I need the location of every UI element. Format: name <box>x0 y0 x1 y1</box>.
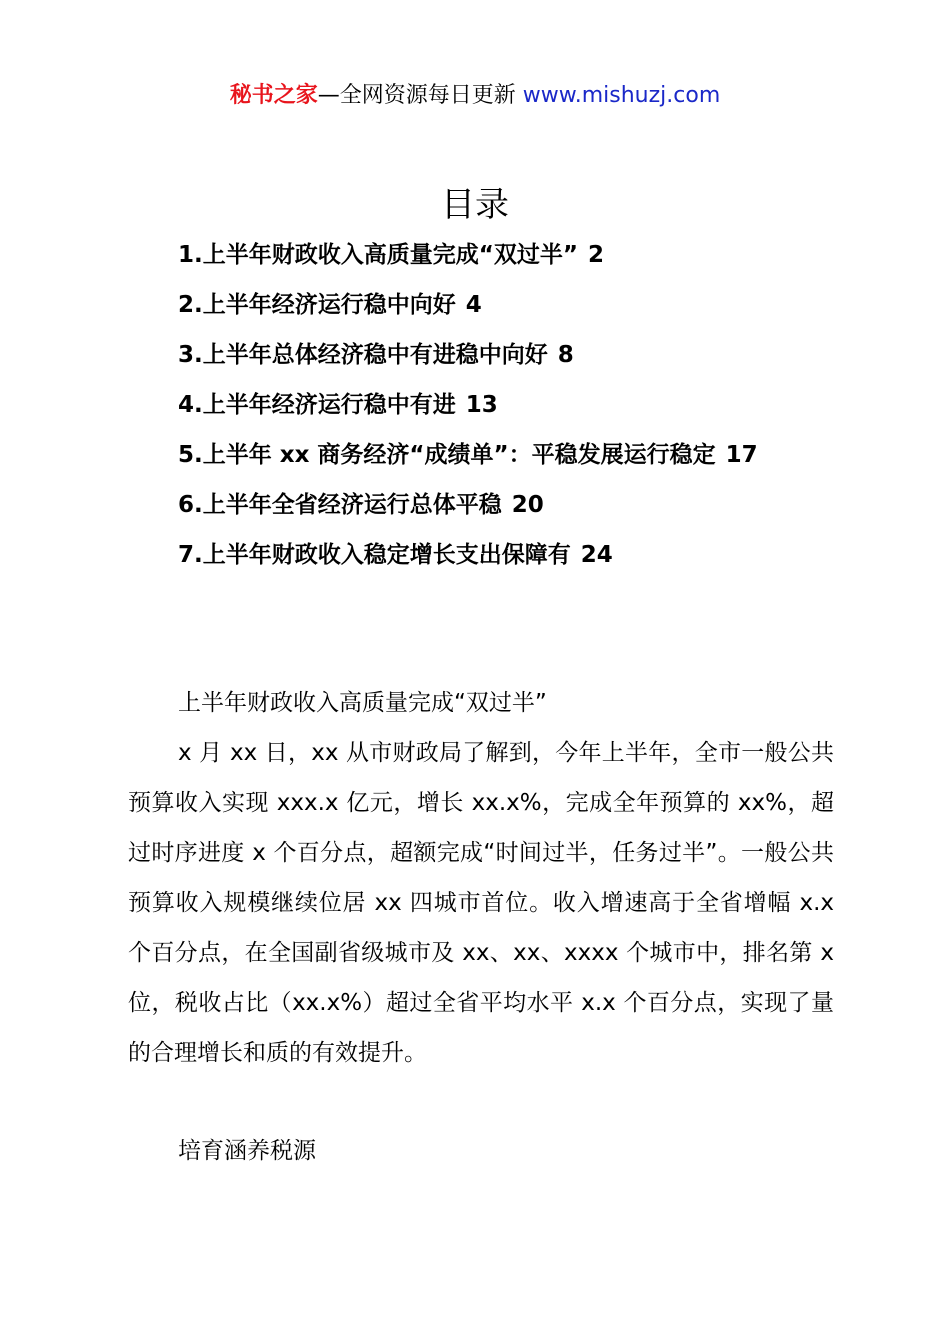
toc-item-label: 5.上半年 xx 商务经济“成绩单”：平稳发展运行稳定 <box>178 442 716 468</box>
toc-item-label: 2.上半年经济运行稳中向好 <box>178 292 456 318</box>
toc-item[interactable] <box>128 330 834 380</box>
header-url[interactable]: www.mishuzj.com <box>522 83 721 108</box>
toc-item-label: 1.上半年财政收入高质量完成“双过半” <box>178 242 578 268</box>
toc-title: 目录 <box>441 185 509 225</box>
page-header <box>0 80 950 112</box>
body-paragraph: x 月 xx 日，xx 从市财政局了解到，今年上半年，全市一般公共预算收入实现 xxx.x 亿元，增长 xx.x%，完成全年预算的 xx%，超过时序进度 x 个百分点，超额完成“时间过半，任务过半”。一般公共预算收入规模继续位居 xx 四城市首位。收入增速高于全省增幅 x.x 个百分点，在全国副省级城市及 xx、xx、xxxx 个城市中，排名第 x 位，税收占比（xx.x%）超过全省平均水平 x.x 个百分点，实现了量的合理增长和质的有效提升。 <box>128 740 834 1066</box>
toc-item[interactable] <box>128 430 834 480</box>
table-of-contents <box>128 230 834 580</box>
toc-item-page: 4 <box>465 292 482 318</box>
toc-item-page: 13 <box>465 392 498 418</box>
brand-name: 秘书之家 <box>229 83 318 108</box>
toc-item-page: 2 <box>587 242 604 268</box>
toc-item-label: 7.上半年财政收入稳定增长支出保障有 <box>178 542 571 568</box>
toc-item[interactable] <box>128 280 834 330</box>
toc-item-label: 4.上半年经济运行稳中有进 <box>178 392 456 418</box>
sub-heading: 培育涵养税源 <box>178 1138 316 1164</box>
toc-item[interactable] <box>128 230 834 280</box>
toc-item-page: 24 <box>580 542 613 568</box>
header-slogan: —全网资源每日更新 <box>317 83 523 108</box>
toc-item[interactable] <box>128 380 834 430</box>
toc-item-page: 20 <box>511 492 544 518</box>
section-heading: 上半年财政收入高质量完成“双过半” <box>178 690 547 716</box>
toc-item[interactable] <box>128 530 834 580</box>
toc-item-label: 3.上半年总体经济稳中有进稳中向好 <box>178 342 548 368</box>
toc-item-page: 8 <box>557 342 574 368</box>
toc-item-label: 6.上半年全省经济运行总体平稳 <box>178 492 502 518</box>
toc-item-page: 17 <box>725 442 758 468</box>
toc-item[interactable] <box>128 480 834 530</box>
